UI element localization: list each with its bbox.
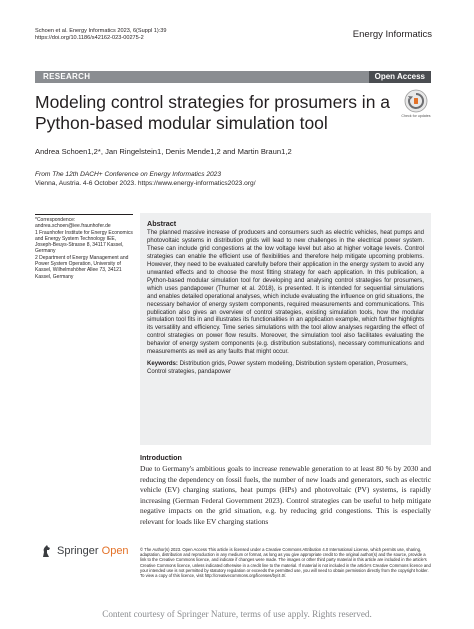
publisher-suffix: Open (101, 545, 129, 557)
correspondence-email[interactable]: andrea.schoen@iee.fraunhofer.de (35, 223, 111, 230)
correspondence-label: *Correspondence: (35, 217, 76, 223)
affiliations-sidebar (35, 214, 133, 280)
article-title: Modeling control strategies for prosumers in a Python-based modular simulation tool (35, 92, 391, 133)
journal-name: Energy Informatics (352, 29, 432, 40)
affiliation-2: 2 Department of Energy Management and Power System Operation, University of Kassel, Wilhelmshöher Allee 73, 34121 Kassel, Germany (35, 254, 129, 280)
check-for-updates-label: Check for updates (401, 114, 431, 118)
springer-open-logo (40, 544, 129, 558)
publisher-name: Springer (57, 545, 99, 557)
check-for-updates-icon[interactable] (404, 89, 428, 113)
conference-line-1: From The 12th DACH+ Conference on Energy Informatics 2023 (35, 171, 221, 178)
conference-line-2: Vienna, Austria. 4-6 October 2023. https://www.energy-informatics2023.org/ (35, 180, 256, 187)
introduction-text: Due to Germany's ambitious goals to increase renewable generation to at least 80 % by 2030 and reducing the dependency on fossil fuels, the number of new loads and generators, such as electric vehicle (EV) charging stations, heat pumps (HPs) and photovoltaic (PV) systems, is rapidly increasing (German Federal Government 2023). Control strategies can be useful to help mitigate negative impacts on the grid situation, e.g. by reducing grid congestions. This is especially relevant for loads like EV charging stations (140, 464, 431, 526)
page-footer: Content courtesy of Springer Nature, terms of use apply. Rights reserved. (102, 609, 372, 619)
section-bar (35, 71, 431, 83)
springer-horse-icon (40, 544, 54, 558)
abstract-box (140, 213, 431, 445)
abstract-text: The planned massive increase of producers and consumers such as electric vehicles, heat pumps and photovoltaic systems in distribution grids will lead to new challenges in the electrical power system. These can include grid congestions at the low voltage level but also at higher voltage levels. Control strategies can enable the efficient use of flexibilities and therefore help mitigate upcoming problems. However, they need to be evaluated carefully before their application in the energy system to avoid any unwanted effects and to choose the most fitting strategy for each application. In this publication, a Python-based modular simulation tool for developing and analysing control strategies for prosumers, which uses pandapower (Thurner et al. 2018), is presented. It is intended for sequential simulations and enables detailed operational analyses, which include evaluating the influence on grid situations, the necessary behavior of energy system components, required measurements and communications. This publication also gives an overview of control strategies, existing simulation tools, how the modular simulation tool fits in and illustrates its functionalities in an application example, which further highlights its versatility and efficiency. Time series simulations with the tool allow analyses regarding the effect of control strategies on power flow results. Moreover, the simulation tool also facilitates evaluating the behavior of energy system components (e.g. distribution substations), necessary communications and measurements as well as any faults that might occur. (147, 230, 425, 356)
citation-block (35, 28, 167, 42)
doi-link[interactable]: https://doi.org/10.1186/s42162-023-00275-2 (35, 35, 144, 41)
introduction-section (140, 453, 431, 528)
keywords (147, 361, 424, 377)
keywords-text: Distribution grids, Power system modeling, Distribution system operation, Prosumers, Control strategies, pandapower (147, 361, 408, 376)
abstract-heading: Abstract (147, 219, 177, 228)
sidebar-divider (35, 214, 133, 215)
open-access-label: Open Access (369, 71, 431, 83)
section-label: RESEARCH (43, 72, 91, 81)
citation-text: Schoen et al. Energy Informatics 2023, 6(Suppl 1):39 (35, 28, 167, 34)
author-list: Andrea Schoen1,2*, Jan Ringelstein1, Denis Mende1,2 and Martin Braun1,2 (35, 147, 292, 156)
affiliation-1: 1 Fraunhofer Institute for Energy Economics and Energy System Technology IEE, Joseph-Beuys-Strasse 8, 34117 Kassel, Germany (35, 229, 133, 255)
license-text: © The Author(s) 2023. Open Access This article is licensed under a Creative Commons Attribution 4.0 International License, which permits use, sharing, adaptation, distribution and reproduction in any medium or format, as long as you give appropriate credit to the original author(s) and the source, provide a link to the Creative Commons licence, and indicate if changes were made. The images or other third party material in this article are included in the article's Creative Commons licence, unless indicated otherwise in a credit line to the material. If material is not included in the article's Creative Commons licence and your intended use is not permitted by statutory regulation or exceeds the permitted use, you will need to obtain permission directly from the copyright holder. To view a copy of this licence, visit http://creativecommons.org/licenses/by/4.0/. (140, 547, 431, 579)
introduction-heading: Introduction (140, 453, 182, 462)
keywords-label: Keywords: (147, 361, 178, 368)
conference-info (35, 170, 256, 188)
